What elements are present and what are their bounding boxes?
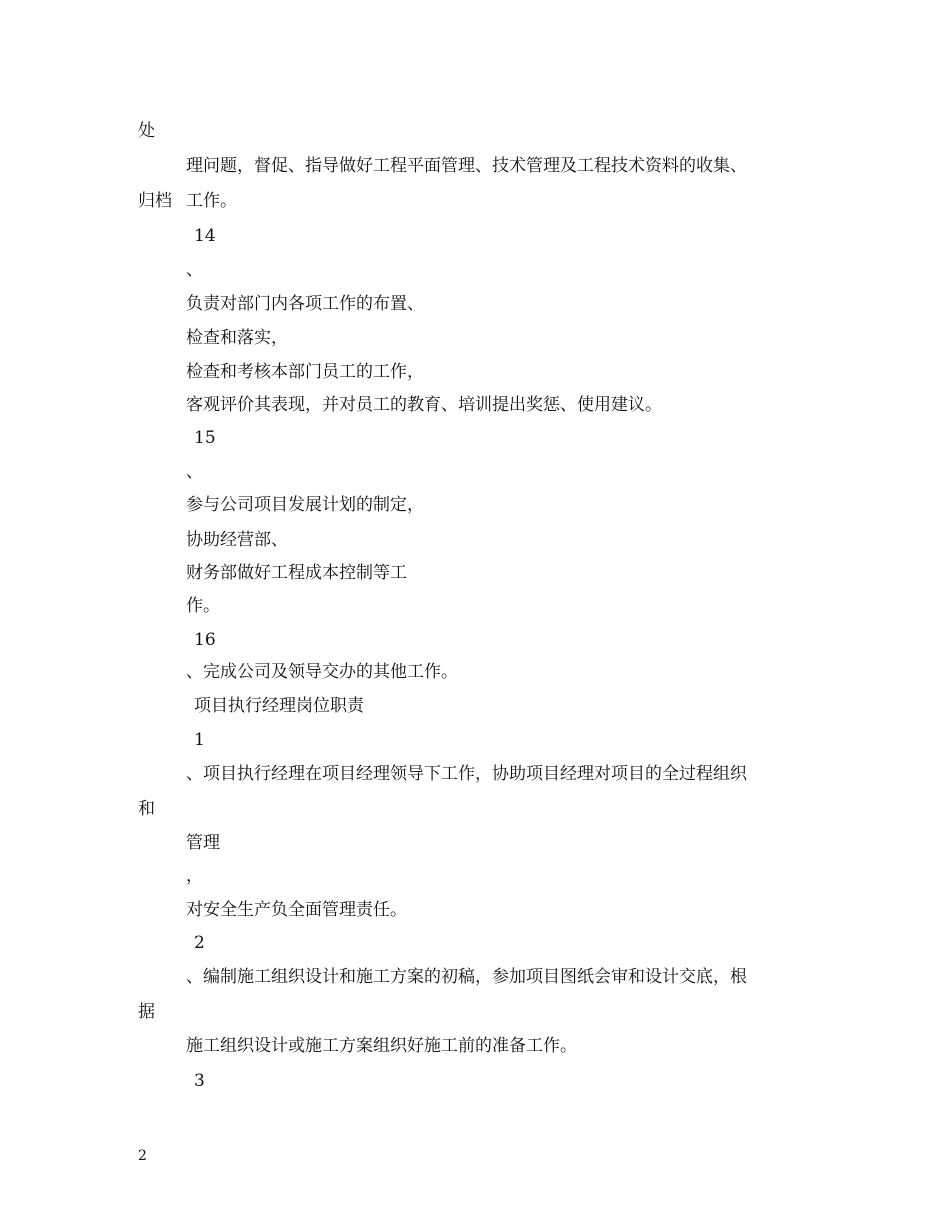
text-line: 客观评价其表现，并对员工的教育、培训提出奖惩、使用建议。	[186, 395, 662, 415]
text-line: 处	[138, 121, 155, 141]
text-line: 参与公司项目发展计划的制定，	[186, 495, 424, 515]
text-line: 检查和考核本部门员工的工作，	[186, 362, 424, 382]
text-line: 、项目执行经理在项目经理领导下工作，协助项目经理对项目的全过程组织	[186, 764, 747, 784]
text-line: 管理	[186, 833, 220, 853]
list-number: 15	[194, 428, 216, 448]
list-number: 3	[194, 1071, 205, 1091]
text-line: 据	[138, 1002, 155, 1022]
text-line: ，	[186, 866, 203, 886]
text-line: 协助经营部、	[186, 530, 288, 550]
text-line: 归档	[138, 191, 172, 211]
text-line: 财务部做好工程成本控制等工	[186, 563, 407, 583]
text-line: 检查和落实，	[186, 328, 288, 348]
text-line: 、	[186, 260, 203, 280]
text-line: 对安全生产负全面管理责任。	[186, 900, 407, 920]
list-number: 2	[194, 933, 205, 953]
text-line: 理问题，督促、指导做好工程平面管理、技术管理及工程技术资料的收集、	[186, 156, 747, 176]
list-number: 14	[194, 226, 216, 246]
list-number: 1	[194, 730, 205, 750]
page-number: 2	[138, 1148, 147, 1164]
section-heading: 项目执行经理岗位职责	[194, 696, 364, 716]
text-line: 、编制施工组织设计和施工方案的初稿，参加项目图纸会审和设计交底，根	[186, 967, 747, 987]
text-line: 负责对部门内各项工作的布置、	[186, 294, 424, 314]
text-line: 施工组织设计或施工方案组织好施工前的准备工作。	[186, 1036, 577, 1056]
text-line: 、完成公司及领导交办的其他工作。	[186, 662, 458, 682]
text-line: 工作。	[186, 191, 237, 211]
text-line: 、	[186, 462, 203, 482]
text-line: 和	[138, 799, 155, 819]
list-number: 16	[194, 630, 216, 650]
text-line: 作。	[186, 596, 220, 616]
